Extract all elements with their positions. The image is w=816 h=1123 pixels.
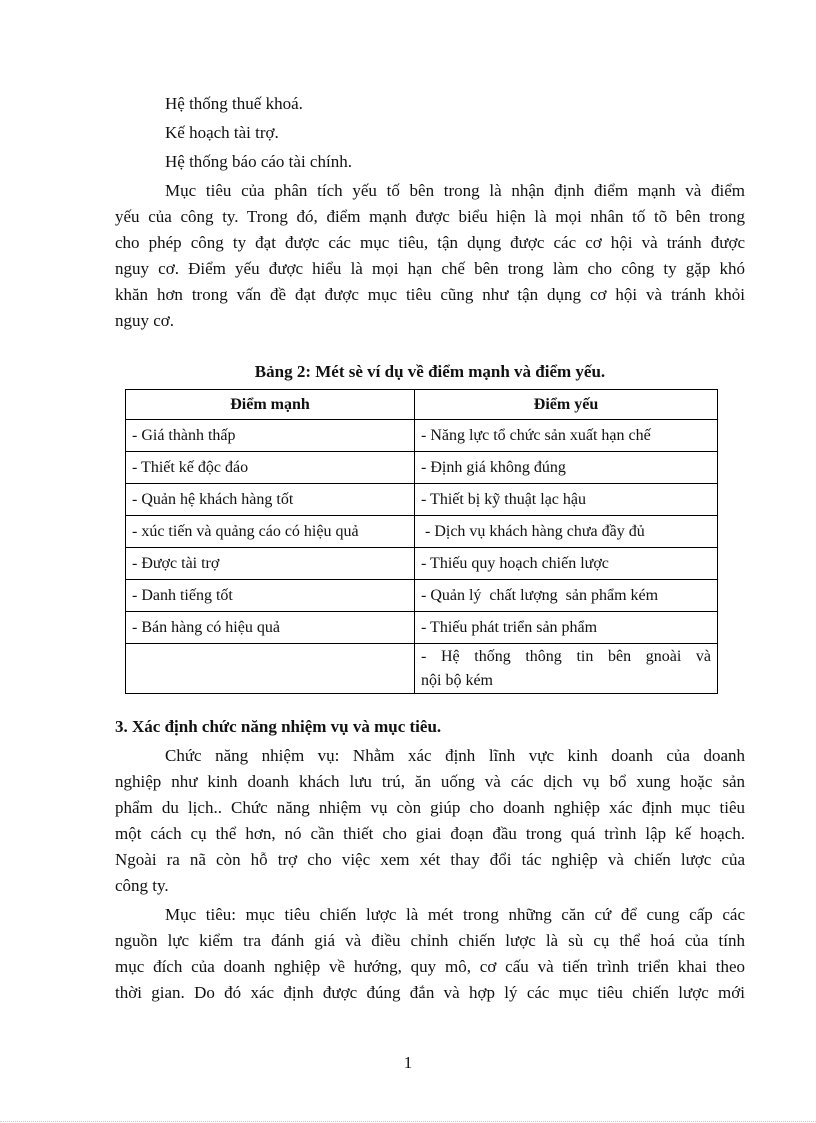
table-caption: Bảng 2: Mét sè ví dụ về điểm mạnh và điểm yếu. [254,362,606,381]
table-cell: - Bán hàng có hiệu quả [126,612,415,644]
table-cell: - Danh tiếng tốt [126,580,415,612]
paragraph-line: nguy cơ. [115,311,175,330]
paragraph-line: khăn hơn trong vấn đề đạt được mục tiêu cũng như tận dụng cơ hội và tránh khỏi [115,285,745,304]
table-row [126,516,718,548]
table-cell: - Thiết kế độc đáo [126,452,415,484]
section-heading: 3. Xác định chức năng nhiệm vụ và mục tiêu. [115,717,442,736]
table-row [126,644,718,694]
table-cell: - Định giá không đúng [415,452,718,484]
table-cell: - Thiết bị kỹ thuật lạc hậu [415,484,718,516]
table-cell: - Năng lực tổ chức sản xuất hạn chế [415,420,718,452]
table-header-row [126,390,718,420]
paragraph-line: Mục tiêu: mục tiêu chiến lược là mét trong những căn cứ để cung cấp các [165,905,745,924]
table-cell-line: nội bộ kém [421,671,493,689]
table-row [126,484,718,516]
table-cell-empty [126,644,415,694]
page-number: 1 [403,1053,413,1072]
paragraph-line: Ngoài ra nã còn hỗ trợ cho việc xem xét thay đổi tác nghiệp và chiến lược của [115,850,745,869]
table-cell: - Dịch vụ khách hàng chưa đầy đủ [415,516,718,548]
table-row [126,580,718,612]
paragraph-line: nguồn lực kiểm tra đánh giá và điều chỉnh chiến lược là sù cụ thể hoá của tính [115,931,745,950]
table-cell: - Quản lý chất lượng sản phẩm kém [415,580,718,612]
table-row [126,612,718,644]
table-cell: - xúc tiến và quảng cáo có hiệu quả [126,516,415,548]
list-item: Kế hoạch tài trợ. [165,123,279,142]
table-row [126,452,718,484]
paragraph-line: nghiệp như kinh doanh khách lưu trú, ăn uống và các dịch vụ bổ xung hoặc sản [115,772,745,791]
table-cell: - Thiếu phát triển sản phẩm [415,612,718,644]
paragraph-line: Mục tiêu của phân tích yếu tố bên trong là nhận định điểm mạnh và điểm [165,181,745,200]
table-cell: - Quản hệ khách hàng tốt [126,484,415,516]
table-cell: - Thiếu quy hoạch chiến lược [415,548,718,580]
strengths-weaknesses-table [125,389,718,694]
column-header-strengths: Điểm mạnh [126,390,415,420]
table-row [126,548,718,580]
list-item: Hệ thống báo cáo tài chính. [165,152,352,171]
paragraph-line: Chức năng nhiệm vụ: Nhằm xác định lĩnh vực kinh doanh của doanh [165,746,745,765]
paragraph-line: phẩm du lịch.. Chức năng nhiệm vụ còn giúp cho doanh nghiệp xác định mục tiêu [115,798,745,817]
paragraph-line: cho phép công ty đạt được các mục tiêu, tận dụng được các cơ hội và tránh được [115,233,745,252]
paragraph-line: thời gian. Do đó xác định được đúng đắn và hợp lý các mục tiêu chiến lược mới [115,983,745,1002]
paragraph-line: mục đích của doanh nghiệp về hướng, quy mô, cơ cấu và tiến trình triển khai theo [115,957,745,976]
list-item: Hệ thống thuế khoá. [165,94,303,113]
paragraph-line: công ty. [115,876,169,895]
paragraph-line: nguy cơ. Điểm yếu được hiểu là mọi hạn chế bên trong làm cho công ty gặp khó [115,259,745,278]
table-cell: - Được tài trợ [126,548,415,580]
paragraph-line: một cách cụ thể hơn, nó cần thiết cho giai đoạn đầu trong quá trình lập kế hoạch. [115,824,745,843]
page-bottom-divider [0,1121,816,1122]
paragraph-line: yếu của công ty. Trong đó, điểm mạnh được biểu hiện là mọi nhân tố tõ bên trong [115,207,745,226]
column-header-weaknesses: Điểm yếu [415,390,718,420]
table-cell [415,644,718,694]
table-cell-line: - Hệ thống thông tin bên gnoài và [421,647,711,665]
table-row [126,420,718,452]
table-cell: - Giá thành thấp [126,420,415,452]
